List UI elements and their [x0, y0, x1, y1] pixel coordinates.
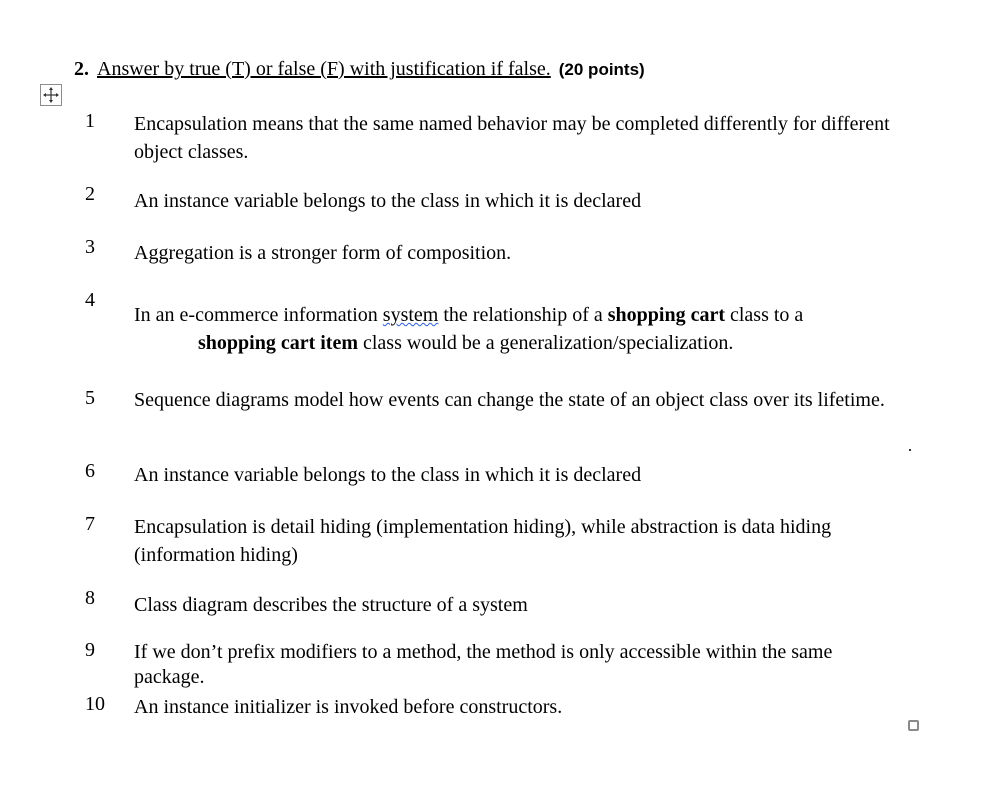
item-number: 10: [85, 693, 105, 715]
item-statement: Encapsulation is detail hiding (implementation hiding), while abstraction is data hiding (information hiding): [134, 516, 832, 566]
item-statement: Encapsulation means that the same named behavior may be completed differently for different object classes.: [134, 113, 890, 163]
question-points: (20 points): [558, 60, 645, 79]
question-title: Answer by true (T) or false (F) with justification if false.: [97, 58, 551, 80]
question-number: 2.: [74, 58, 89, 80]
stray-dot: [909, 449, 911, 451]
item-number: 2: [85, 183, 95, 205]
item-number: 7: [85, 513, 95, 535]
table-move-handle-icon[interactable]: [40, 84, 62, 106]
item-statement: In an e-commerce information system the relationship of a shopping cart class to a shopping cart item class would be a generalization/specialization.: [134, 304, 804, 354]
item-number: 5: [85, 387, 95, 409]
item-number: 9: [85, 639, 95, 661]
spellcheck-underlined-word[interactable]: system: [382, 304, 439, 326]
item-number: 3: [85, 236, 95, 258]
item-statement: An instance initializer is invoked before constructors.: [134, 696, 563, 718]
item-number: 8: [85, 587, 95, 609]
item-statement: Sequence diagrams model how events can change the state of an object class over its lifetime.: [134, 389, 885, 411]
item-statement: Aggregation is a stronger form of composition.: [134, 242, 512, 264]
item-number: 6: [85, 460, 95, 482]
question-heading: [74, 58, 645, 81]
item-statement: An instance variable belongs to the class in which it is declared: [134, 190, 642, 212]
item-statement: Class diagram describes the structure of a system: [134, 594, 528, 616]
table-resize-handle-icon[interactable]: [908, 720, 919, 731]
item-statement: If we don’t prefix modifiers to a method, the method is only accessible within the same package.: [134, 641, 833, 688]
item-number: 4: [85, 289, 95, 311]
item-number: 1: [85, 110, 95, 132]
item-statement: An instance variable belongs to the class in which it is declared: [134, 464, 642, 486]
